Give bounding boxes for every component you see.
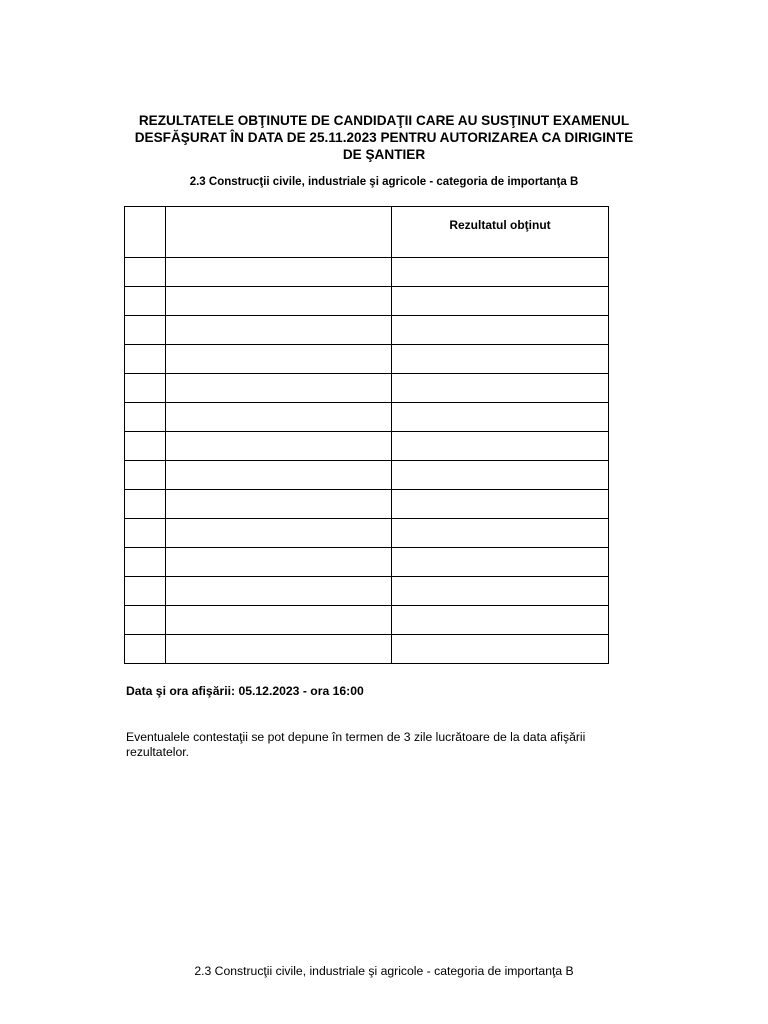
title-line-3: DE ŞANTIER: [342, 147, 426, 162]
table-header-row: [125, 207, 609, 258]
cell-result: [392, 432, 609, 461]
table-row: [125, 519, 609, 548]
cell-name: [166, 316, 392, 345]
page-footer: 2.3 Construcţii civile, industriale şi agricole - categoria de importanţa B: [194, 964, 574, 978]
cell-nr: [125, 316, 166, 345]
cell-nr: [125, 635, 166, 664]
cell-nr: [125, 548, 166, 577]
cell-nr: [125, 374, 166, 403]
cell-nr: [125, 287, 166, 316]
cell-name: [166, 548, 392, 577]
header-cell-nr: [125, 207, 166, 258]
cell-result: [392, 577, 609, 606]
header-cell-result: [392, 207, 609, 258]
cell-nr: [125, 432, 166, 461]
cell-nr: [125, 403, 166, 432]
cell-result: [392, 403, 609, 432]
cell-name: [166, 258, 392, 287]
table-row: [125, 490, 609, 519]
table-row: [125, 316, 609, 345]
cell-result: [392, 461, 609, 490]
cell-name: [166, 490, 392, 519]
cell-nr: [125, 258, 166, 287]
table-row: [125, 461, 609, 490]
cell-result: [392, 635, 609, 664]
cell-result: [392, 316, 609, 345]
header-cell-name: [166, 207, 392, 258]
table-row: [125, 374, 609, 403]
document-title: [110, 112, 658, 163]
cell-name: [166, 374, 392, 403]
table-row: [125, 548, 609, 577]
cell-nr: [125, 345, 166, 374]
table-row: [125, 432, 609, 461]
cell-result: [392, 345, 609, 374]
cell-result: [392, 258, 609, 287]
results-table: [124, 206, 609, 664]
table-row: [125, 635, 609, 664]
result-header-label: Rezultatul obţinut: [449, 218, 551, 232]
cell-name: [166, 606, 392, 635]
cell-name: [166, 577, 392, 606]
cell-nr: [125, 490, 166, 519]
cell-name: [166, 519, 392, 548]
table-row: [125, 577, 609, 606]
document-subtitle: 2.3 Construcţii civile, industriale şi agricole - categoria de importanţa B: [189, 176, 579, 188]
table-row: [125, 287, 609, 316]
cell-nr: [125, 519, 166, 548]
posting-datetime: Data şi ora afişării: 05.12.2023 - ora 16:00: [126, 684, 364, 698]
title-line-1: REZULTATELE OBŢINUTE DE CANDIDAŢII CARE AU SUSŢINUT EXAMENUL: [138, 113, 630, 128]
cell-name: [166, 461, 392, 490]
cell-result: [392, 519, 609, 548]
cell-name: [166, 432, 392, 461]
cell-result: [392, 287, 609, 316]
cell-nr: [125, 461, 166, 490]
cell-name: [166, 287, 392, 316]
cell-name: [166, 403, 392, 432]
cell-result: [392, 548, 609, 577]
cell-nr: [125, 577, 166, 606]
table-row: [125, 258, 609, 287]
appeals-note: Eventualele contestaţii se pot depune în termen de 3 zile lucrătoare de la data afişării rezultatelor.: [126, 730, 586, 759]
cell-name: [166, 345, 392, 374]
cell-result: [392, 490, 609, 519]
cell-nr: [125, 606, 166, 635]
title-line-2: DESFĂŞURAT ÎN DATA DE 25.11.2023 PENTRU AUTORIZAREA CA DIRIGINTE: [134, 130, 634, 145]
cell-name: [166, 635, 392, 664]
table-row: [125, 345, 609, 374]
table-row: [125, 606, 609, 635]
table-row: [125, 403, 609, 432]
cell-result: [392, 606, 609, 635]
cell-result: [392, 374, 609, 403]
